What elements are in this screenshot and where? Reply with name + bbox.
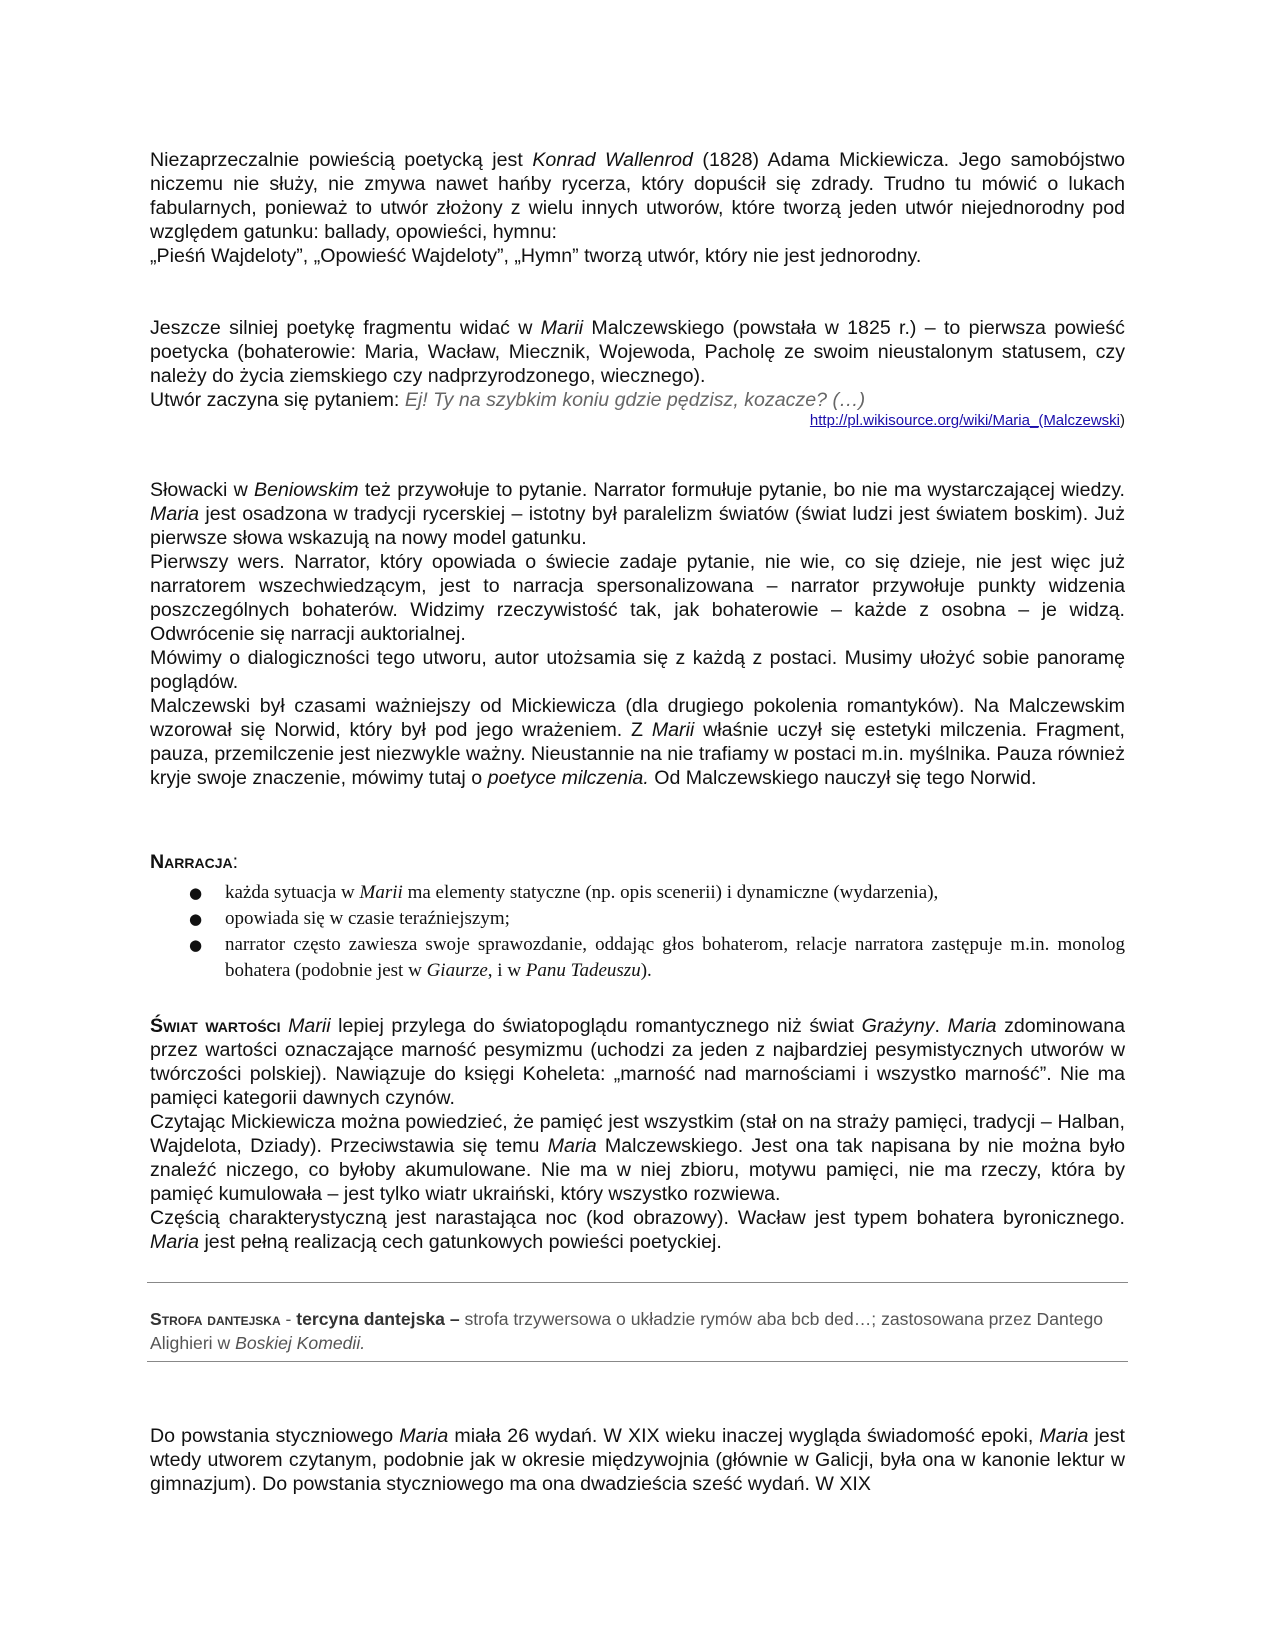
work-title: Maria xyxy=(547,1135,597,1157)
term: tercyna dantejska xyxy=(296,1309,445,1329)
work-title: Beniowskim xyxy=(254,479,359,501)
text: Jeszcze silniej poetykę fragmentu widać w xyxy=(150,317,541,339)
section-heading: Świat wartości xyxy=(150,1015,281,1037)
text: Do powstania styczniowego xyxy=(150,1425,400,1447)
paragraph-opening-question xyxy=(150,388,1125,412)
emphasis: poetyce milczenia. xyxy=(487,767,649,789)
text: ma elementy statyczne (np. opis scenerii) i dynamiczne (wydarzenia), xyxy=(402,882,939,903)
text: : xyxy=(232,851,239,873)
text: Malczewskiego. Jest ona tak napisana by nie można było znaleźć niczego, co byłoby akumulowane. Nie ma w niej zbioru, motywu pamięci, nie ma rzeczy, która by pamięć kumulowała – jest tylko wiatr ukraiński, który wszystko rozwiewa. xyxy=(150,1135,1125,1205)
text: Czytając Mickiewicza można powiedzieć, że pamięć jest wszystkim (stał on na straży pamięci, tradycji – Halban, Wajdelota, Dziady). Przeciwstawia się temu xyxy=(150,1111,1125,1157)
text: - xyxy=(280,1309,297,1329)
bullet-icon: ● xyxy=(189,936,203,954)
note-strofa-dantejska xyxy=(150,1307,1125,1363)
source-line xyxy=(150,412,1125,430)
text: jest pełną realizacją cech gatunkowych powieści poetyckiej. xyxy=(199,1231,722,1253)
text: właśnie uczył się estetyki milczenia. Fragment, pauza, przemilczenie jest niezwykle ważny. Nieustannie na nie trafiamy w postaci m.in. myślnika. Pauza również kryje swoje znaczenie, mówimy tutaj o xyxy=(150,719,1126,789)
work-title: Marii xyxy=(651,719,695,741)
text: Częścią charakterystyczną jest narastająca noc (kod obrazowy). Wacław jest typem bohatera byronicznego. xyxy=(150,1207,1125,1229)
list-item xyxy=(189,880,1125,906)
paragraph-noc xyxy=(150,1206,1125,1254)
text: strofa trzywersowa o układzie rymów aba bcb ded…; zastosowana przez Dantego Alighieri w xyxy=(150,1309,1104,1353)
text: ) xyxy=(1120,412,1125,429)
paragraph-pamiec xyxy=(150,1110,1125,1206)
work-title: Marii xyxy=(540,317,584,339)
paragraph-norwid xyxy=(150,694,1125,790)
paragraph-slowacki xyxy=(150,478,1125,550)
text: Malczewski był czasami ważniejszy od Mickiewicza (dla drugiego pokolenia romantyków). Na Malczewskim wzorował się Norwid, który był pod jego wrażeniem. Z xyxy=(150,695,1125,741)
text: Słowacki w xyxy=(150,479,255,501)
work-title: Maria xyxy=(1039,1425,1089,1447)
work-title: Maria xyxy=(399,1425,449,1447)
paragraph-dialogicity: Mówimy o dialogiczności tego utworu, autor utożsamia się z każdą z postaci. Musimy ułożyć sobie panoramę poglądów. xyxy=(150,647,1125,693)
text: lepiej przylega do światopoglądu romantycznego niż świat xyxy=(330,1015,862,1037)
text: ). xyxy=(640,960,652,981)
text: (1828) Adama Mickiewicza. Jego samobójstwo niczemu nie służy, nie zmywa nawet hańby rycerza, który dopuścił się zdrady. Trudno tu mówić o lukach fabularnych, ponieważ to utwór złożony z wielu innych utworów, które tworzą jeden utwór niejednorodny pod względem gatunku: ballady, opowieści, hymnu: xyxy=(150,149,1126,243)
text: Od Malczewskiego nauczył się tego Norwid. xyxy=(648,767,1037,789)
document-page xyxy=(150,148,1125,1496)
work-title: Konrad Wallenrod xyxy=(532,149,693,171)
list-item xyxy=(189,906,1125,932)
text: Utwór zaczyna się pytaniem: xyxy=(150,389,405,411)
paragraph-wajdelota: „Pieśń Wajdeloty”, „Opowieść Wajdeloty”, „Hymn” tworzą utwór, który nie jest jednorodny. xyxy=(150,245,922,267)
paragraph-swiat-wartosci xyxy=(150,1014,1125,1110)
note-top-divider xyxy=(147,1282,1128,1283)
wikisource-link[interactable]: http://pl.wikisource.org/wiki/Maria_(Malczewski xyxy=(809,412,1120,429)
work-title: Giaurze xyxy=(426,960,488,981)
paragraph-wallenrod xyxy=(150,148,1125,244)
text: . xyxy=(934,1015,948,1037)
text: Malczewskiego (powstała w 1825 r.) – to pierwsza powieść poetycka (bohaterowie: Maria, Wacław, Miecznik, Wojewoda, Pacholę ze swoim nieustalonym statusem, czy należy do życia ziemskiego czy nadprzyrodzonego, wiecznego). xyxy=(150,317,1125,387)
text: opowiada się w czasie teraźniejszym; xyxy=(225,908,510,929)
list-item xyxy=(189,932,1125,984)
work-title: Panu Tadeuszu xyxy=(525,960,641,981)
work-title: Grażyny xyxy=(861,1015,935,1037)
narracja-list xyxy=(150,880,1125,984)
text: – xyxy=(444,1309,465,1329)
text: też przywołuje to pytanie. Narrator formułuje pytanie, bo nie ma wystarczającej wiedzy. xyxy=(358,479,1125,501)
paragraph-narrator: Pierwszy wers. Narrator, który opowiada o świecie zadaje pytanie, nie wie, co się dzieje, nie jest więc już narratorem wszechwiedzącym, jest to narracja spersonalizowana – narrator przywołuje punkty widzenia poszczególnych bohaterów. Widzimy rzeczywistość tak, jak bohaterowie – każde z osobna – je widzą. Odwrócenie się narracji auktorialnej. xyxy=(150,551,1125,645)
text: jest wtedy utworem czytanym, podobnie jak w okresie międzywojnia (głównie w Galicji, była ona w kanonie lektur w gimnazjum). Do powstania styczniowego ma ona dwadzieścia sześć wydań. W XIX xyxy=(150,1425,1125,1495)
paragraph-maria-intro xyxy=(150,316,1125,388)
text: jest osadzona w tradycji rycerskiej – istotny był paralelizm światów (świat ludzi jest światem boskim). Już pierwsze słowa wskazują na nowy model gatunku. xyxy=(150,503,1125,549)
text xyxy=(281,1015,289,1037)
work-title: Maria xyxy=(150,503,199,525)
text: Niezaprzeczalnie powieścią poetycką jest xyxy=(150,149,533,171)
text: zdominowana przez wartości oznaczające marność pesymizmu (uchodzi za jeden z najbardziej pesymistycznych utworów w twórczości polskiej). Nawiązuje do księgi Koheleta: „marność nad marnościami i wszystko marność”. Nie ma pamięci kategorii dawnych czynów. xyxy=(150,1015,1125,1109)
text: każda sytuacja w xyxy=(225,882,360,903)
work-title: Marii xyxy=(288,1015,331,1037)
quote: Ej! Ty na szybkim koniu gdzie pędzisz, kozacze? xyxy=(404,389,828,411)
work-title: Maria xyxy=(947,1015,997,1037)
text: narrator często zawiesza swoje sprawozdanie, oddając głos bohaterom, relacje narratora zastępuje m.in. monolog bohatera (podobnie jest w xyxy=(225,934,1125,981)
section-heading: Narracja xyxy=(150,851,233,873)
text: miała 26 wydań. W XIX wieku inaczej wygląda świadomość epoki, xyxy=(448,1425,1040,1447)
narracja-heading xyxy=(150,850,1125,874)
paragraph-wydania xyxy=(150,1424,1125,1496)
work-title: Marii xyxy=(359,882,403,903)
quote-ellipsis: (…) xyxy=(827,389,866,411)
section-heading: Strofa dantejska xyxy=(150,1309,281,1329)
work-title: Boskiej Komedii. xyxy=(235,1333,366,1353)
text: , i w xyxy=(487,960,526,981)
bullet-icon: ● xyxy=(189,910,203,928)
bullet-icon: ● xyxy=(189,884,203,902)
work-title: Maria xyxy=(150,1231,199,1253)
